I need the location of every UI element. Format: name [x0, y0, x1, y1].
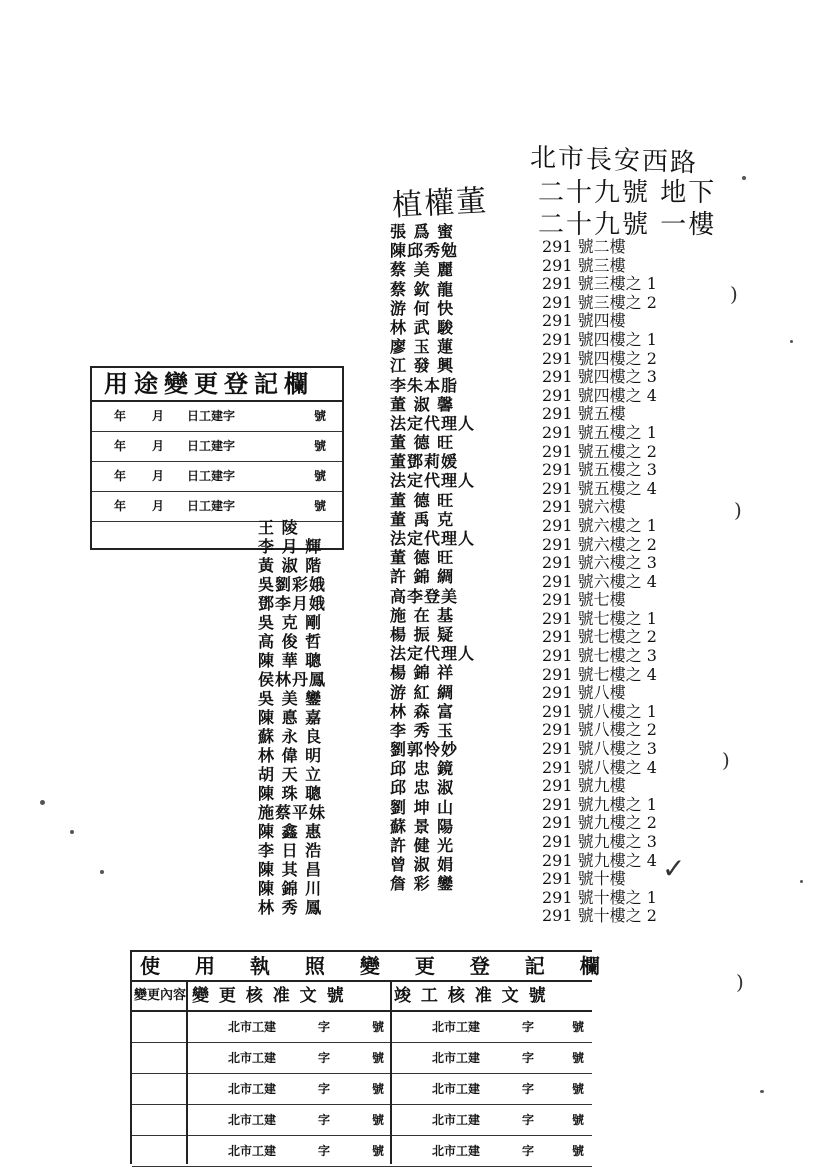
month-label: 月	[152, 469, 165, 483]
change-content-header: 變更內容	[134, 988, 187, 1003]
owner-name: 林 偉 明	[258, 746, 323, 765]
license-change-row	[132, 1074, 592, 1105]
unit-entry: 291 號二樓	[542, 237, 626, 256]
owner-name: 吳 克 剛	[258, 613, 323, 632]
year-label: 年	[114, 469, 127, 483]
char-label-b: 字	[522, 1144, 535, 1158]
unit-entry: 291 號六樓之 1	[542, 515, 657, 535]
owner-name: 李朱本脂	[390, 375, 459, 395]
unit-entry: 291 號七樓之 3	[542, 646, 657, 666]
owner-name: 林 武 駿	[390, 317, 455, 337]
usage-change-row	[92, 432, 342, 462]
number-label-a: 號	[372, 1082, 385, 1096]
unit-list	[542, 238, 657, 926]
license-change-title	[132, 952, 614, 982]
license-change-header	[132, 982, 592, 1012]
margin-mark: )	[722, 748, 730, 772]
number-label: 號	[314, 409, 327, 423]
owner-name: 施 在 基	[390, 605, 455, 625]
unit-entry: 291 號五樓之 1	[542, 422, 657, 442]
owner-name: 林 秀 鳳	[258, 898, 323, 917]
owner-name: 游 何 快	[390, 298, 455, 318]
owner-name: 施蔡平妹	[258, 803, 327, 822]
unit-entry: 291 號十樓	[542, 869, 626, 889]
unit-entry: 291 號七樓之 1	[542, 608, 657, 628]
unit-entry: 291 號九樓之 2	[542, 813, 657, 833]
unit-entry: 291 號五樓之 3	[542, 460, 657, 480]
owner-name: 法定代理人	[390, 644, 476, 664]
city-code-a: 北市工建	[228, 1113, 277, 1127]
unit-entry: 291 號九樓之 1	[542, 794, 657, 814]
scan-speck	[70, 830, 74, 834]
unit-entry: 291 號四樓	[542, 311, 626, 331]
owner-name: 吳 美 鑾	[258, 689, 323, 708]
margin-mark: )	[730, 282, 738, 306]
day-code-label: 日工建字	[187, 499, 236, 513]
check-mark: ✓	[662, 852, 686, 885]
number-label-a: 號	[372, 1144, 385, 1158]
number-label-a: 號	[372, 1051, 385, 1065]
owner-name: 董 德 旺	[390, 548, 455, 568]
number-label-b: 號	[572, 1144, 585, 1158]
unit-entry: 291 號八樓之 3	[542, 739, 657, 759]
owner-name: 鄧李月娥	[258, 594, 327, 613]
owner-name: 曾 淑 娟	[390, 855, 455, 875]
column-divider	[186, 980, 188, 1164]
usage-change-row	[92, 402, 342, 432]
unit-entry: 291 號六樓之 4	[542, 571, 657, 591]
owner-name: 邱 忠 鏡	[390, 759, 455, 779]
unit-entry: 291 號五樓	[542, 404, 626, 424]
unit-entry: 291 號八樓之 2	[542, 720, 657, 740]
number-label-b: 號	[572, 1020, 585, 1034]
number-label-b: 號	[572, 1082, 585, 1096]
owner-name: 詹 彩 鑾	[390, 874, 455, 894]
day-code-label: 日工建字	[187, 439, 236, 453]
margin-mark: )	[736, 970, 744, 994]
unit-entry: 291 號八樓	[542, 683, 626, 703]
unit-entry: 291 號七樓之 2	[542, 627, 657, 647]
license-change-row	[132, 1043, 592, 1074]
unit-entry: 291 號四樓之 4	[542, 385, 657, 405]
owner-name: 侯林丹鳳	[258, 670, 327, 689]
owner-name: 王 陵	[258, 518, 299, 537]
char-label-b: 字	[522, 1113, 535, 1127]
owner-name: 陳 鑫 惠	[258, 822, 323, 841]
unit-entry: 291 號八樓之 1	[542, 701, 657, 721]
owner-name: 董 德 旺	[390, 433, 455, 453]
unit-entry: 291 號五樓之 4	[542, 478, 657, 498]
completion-approval-header: 竣 工 核 准 文 號	[394, 986, 548, 1006]
unit-entry: 291 號十樓之 2	[542, 906, 657, 926]
unit-entry: 291 號七樓之 4	[542, 664, 657, 684]
owner-name: 李 日 浩	[258, 841, 323, 860]
city-code-a: 北市工建	[228, 1020, 277, 1034]
city-code-a: 北市工建	[228, 1051, 277, 1065]
char-label-a: 字	[318, 1144, 331, 1158]
address-line-1: 北市長安西路	[530, 142, 699, 179]
scan-speck	[40, 800, 45, 805]
number-label-a: 號	[372, 1020, 385, 1034]
city-code-a: 北市工建	[228, 1082, 277, 1096]
city-code-b: 北市工建	[432, 1113, 481, 1127]
owner-name: 法定代理人	[390, 471, 476, 491]
usage-change-title: 用途變更登記欄	[92, 368, 342, 402]
owner-name: 董 德 旺	[390, 490, 455, 510]
number-label-b: 號	[572, 1051, 585, 1065]
address-line-2: 二十九號 地下	[538, 178, 717, 208]
month-label: 月	[152, 409, 165, 423]
owner-name: 董 淑 馨	[390, 394, 455, 414]
char-label-a: 字	[318, 1082, 331, 1096]
owner-name: 張 爲 蜜	[390, 222, 455, 241]
number-label-a: 號	[372, 1113, 385, 1127]
license-change-row	[132, 1136, 592, 1167]
unit-entry: 291 號九樓	[542, 776, 626, 796]
number-label-b: 號	[572, 1113, 585, 1127]
city-code-b: 北市工建	[432, 1020, 481, 1034]
license-change-row	[132, 1105, 592, 1136]
number-label: 號	[314, 499, 327, 513]
month-label: 月	[152, 439, 165, 453]
license-change-title-text: 使 用 執 照 變 更 登 記 欄	[140, 954, 614, 978]
unit-entry: 291 號六樓	[542, 497, 626, 517]
owner-list-b	[390, 222, 475, 894]
owner-name: 蔡 欽 龍	[390, 279, 455, 299]
unit-entry: 291 號三樓之 1	[542, 274, 657, 294]
column-divider	[390, 980, 392, 1164]
day-code-label: 日工建字	[187, 409, 236, 423]
address-line-3: 二十九號 一樓	[538, 210, 717, 240]
scan-speck	[100, 870, 104, 874]
owner-name: 胡 天 立	[258, 765, 323, 784]
scan-speck	[760, 1090, 764, 1093]
owner-name: 楊 振 疑	[390, 624, 455, 644]
owner-name: 陳 華 聰	[258, 651, 323, 670]
char-label-a: 字	[318, 1020, 331, 1034]
column-heading: 植權董	[391, 183, 490, 224]
address-note	[530, 140, 717, 240]
owner-name: 林 森 富	[390, 701, 455, 721]
owner-name: 董鄧莉媛	[390, 452, 459, 472]
owner-name: 吳劉彩娥	[258, 575, 327, 594]
year-label: 年	[114, 409, 127, 423]
unit-entry: 291 號五樓之 2	[542, 441, 657, 461]
license-change-row	[132, 1012, 592, 1043]
owner-name: 邱 忠 淑	[390, 778, 455, 798]
year-label: 年	[114, 439, 127, 453]
unit-entry: 291 號四樓之 1	[542, 329, 657, 349]
owner-name: 劉郭怜妙	[390, 740, 459, 760]
owner-name: 高李登美	[390, 586, 459, 606]
owner-name: 廖 玉 蓮	[390, 337, 455, 357]
owner-list-a	[258, 518, 326, 917]
scan-speck	[790, 340, 793, 343]
unit-entry: 291 號九樓之 4	[542, 850, 657, 870]
char-label-b: 字	[522, 1051, 535, 1065]
owner-name: 許 健 光	[390, 836, 455, 855]
usage-change-row	[92, 462, 342, 492]
owner-name: 蘇 景 陽	[390, 816, 455, 836]
char-label-a: 字	[318, 1051, 331, 1065]
year-label: 年	[114, 499, 127, 513]
owner-name: 游 紅 綢	[390, 682, 455, 702]
char-label-b: 字	[522, 1020, 535, 1034]
change-approval-header: 變 更 核 准 文 號	[192, 986, 346, 1006]
owner-name: 江 發 興	[390, 356, 455, 376]
unit-entry: 291 號六樓之 3	[542, 553, 657, 573]
owner-name: 陳邱秀勉	[390, 241, 459, 261]
city-code-a: 北市工建	[228, 1144, 277, 1158]
owner-name: 楊 錦 祥	[390, 663, 455, 683]
char-label-b: 字	[522, 1082, 535, 1096]
city-code-b: 北市工建	[432, 1144, 481, 1158]
owner-name: 陳 珠 聰	[258, 784, 323, 803]
owner-name: 蔡 美 麗	[390, 260, 455, 280]
owner-name: 黃 淑 階	[258, 556, 323, 575]
scan-speck	[800, 880, 803, 883]
owner-name: 李 秀 玉	[390, 720, 455, 740]
unit-entry: 291 號七樓	[542, 590, 626, 610]
owner-name: 蘇 永 良	[258, 727, 323, 746]
unit-entry: 291 號九樓之 3	[542, 832, 657, 851]
margin-mark: )	[734, 498, 742, 522]
owner-name: 法定代理人	[390, 413, 476, 433]
owner-name: 李 月 輝	[258, 537, 323, 556]
city-code-b: 北市工建	[432, 1051, 481, 1065]
city-code-b: 北市工建	[432, 1082, 481, 1096]
unit-entry: 291 號四樓之 3	[542, 367, 657, 387]
unit-entry: 291 號八樓之 4	[542, 757, 657, 777]
owner-name: 陳 悳 嘉	[258, 708, 323, 727]
unit-entry: 291 號三樓	[542, 255, 626, 275]
number-label: 號	[314, 439, 327, 453]
owner-name: 陳 錦 川	[258, 879, 323, 898]
owner-name: 董 禹 克	[390, 509, 455, 529]
unit-entry: 291 號三樓之 2	[542, 292, 657, 312]
unit-entry: 291 號十樓之 1	[542, 887, 657, 907]
scan-speck	[742, 176, 746, 180]
owner-name: 劉 坤 山	[390, 797, 455, 817]
day-code-label: 日工建字	[187, 469, 236, 483]
char-label-a: 字	[318, 1113, 331, 1127]
owner-name: 法定代理人	[390, 529, 476, 548]
owner-name: 陳 其 昌	[258, 860, 323, 879]
owner-name: 高 俊 哲	[258, 632, 323, 651]
unit-entry: 291 號四樓之 2	[542, 348, 657, 368]
license-change-table	[130, 950, 614, 1164]
owner-name: 許 錦 綢	[390, 567, 455, 587]
unit-entry: 291 號六樓之 2	[542, 534, 657, 554]
month-label: 月	[152, 499, 165, 513]
number-label: 號	[314, 469, 327, 483]
